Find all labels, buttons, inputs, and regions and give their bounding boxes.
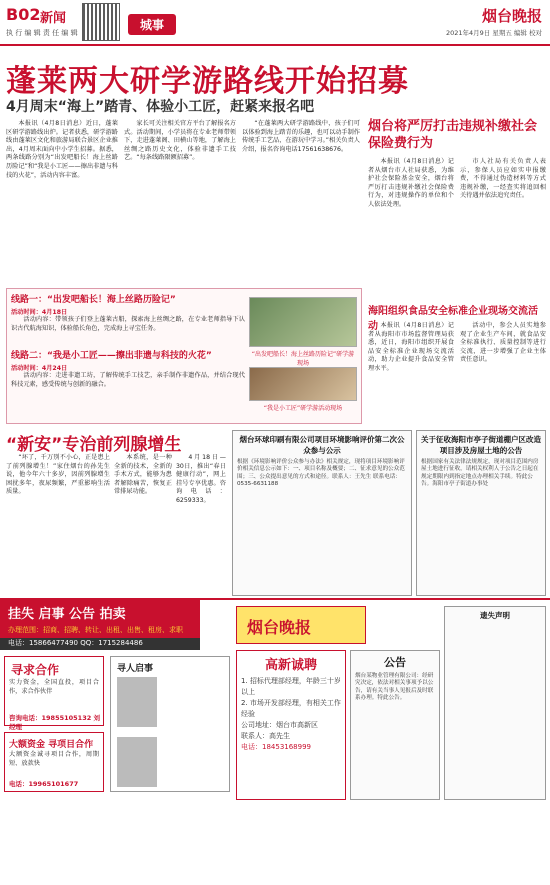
ads-section [0,598,550,885]
job-ad-title: 高新诚聘 [264,658,317,673]
ads-phone: 电话：15866477490 QQ：1715284486 [0,638,200,650]
right-story-2-title: 海阳组织食品安全标准企业现场交流活动 [368,306,538,332]
job-ad [236,650,346,800]
missing-person-notice [110,656,230,792]
lost-declaration-title: 遗失声明 [480,611,510,620]
missing-person-title: 寻人启事 [117,664,154,674]
ad-cooperation-title: 寻求合作 [11,663,60,677]
route-2-body: 活动内容：走进非遗工坊，了解传统手工技艺，亲手制作非遗作品，并结合现代科技元素，感受传统与创新的融合。 [11,372,245,388]
section-tag: 城事 [128,14,176,35]
side-story-title: 烟台将严厉打击违规补缴社会保险费行为 [368,119,538,151]
route-1-body: 活动内容：带领孩子们登上蓬莱古船，探索海上丝绸之路，在专业老师指导下认识古代航海知识，体验船长角色，完成海上寻宝任务。 [11,316,245,332]
lost-declaration [444,606,546,800]
route-1-title: 线路一：“出发吧船长！海上丝路历险记” [11,295,176,305]
notice-environment-body: 根据《环境影响评价公众参与办法》相关规定，现将项目环境影响评价相关信息公示如下：一、项目名称及概要；二、征求意见的公众范围；三、公众提出意见的方式和途径。联系人：王先生 联系电话：0535-6631188 [237,459,405,488]
ads-banner-sub: 办理范围：招商、招聘、转让、出租、出售、租房、求职 [8,626,183,634]
side-story-column-2: 市人社局有关负责人表示，参保人员应如实申报缴费，不得通过伪造材料等方式违规补缴，一经查实将追回相关待遇并依法追究责任。 [460,158,546,200]
story-2-column-2: 本系统，是一种全新的技术，全新的手术方式，能够为患者解除痛苦，恢复正常排尿功能。 [114,454,172,496]
lead-subhead: 4月周末“海上”踏青、体验小工匠，赶紧来报名吧 [6,99,315,115]
ads-banner-title: 挂失 启事 公告 拍卖 [8,607,126,622]
notice-demolition-body: 根据国家有关法律法规规定，现对项目范围内房屋土地进行征收，请相关权利人于公告之日起在规定期限内到指定地点办理相关手续。特此公告。海阳市亭子街道办事处 [421,459,539,488]
public-notice-body: 烟台某物业管理有限公司：经研究决定，依法对相关事项予以公告，请有关当事人见报后及时联系办理。特此公告。 [355,673,434,702]
public-notice [350,650,440,800]
lead-column-2: 家长可关注相关官方平台了解报名方式。活动期间，小学员将在专业老师带领下，走进蓬莱阁、田横山等地，了解海上丝绸之路历史文化，体验非遗手工技艺。“每条线路限额招募”。 [124,120,236,162]
side-story-column-1: 本报讯（4月8日消息）记者从烟台市人社局获悉，为维护社会保险基金安全，烟台将严厉打击违规补缴社会保险费行为，对违规操作的单位和个人依法处理。 [368,158,454,208]
ad-cooperation-body: 实力资金，全国直投，项目合作，求合作伙伴 [9,679,99,695]
missing-person-photo-2 [117,737,157,787]
notice-demolition [416,430,546,596]
story-2-title: “新安”专治前列腺增生 [6,435,182,455]
feature-box [6,288,362,424]
route-2-time: 活动时间：4月24日 [11,365,68,372]
ad-cooperation-phone: 咨询电话：19855105132 刘经理 [9,714,101,731]
notice-demolition-title: 关于征收海阳市亭子街道棚户区改造项目涉及房屋土地的公告 [421,435,541,455]
job-ad-line-4: 联系人：高先生 [241,732,290,740]
story-2-column-1: “坏了，千万别不小心，正是患上了前列腺增生！”家住烟台的孙先生说，他今年六十多岁，因前列腺增生困扰多年，夜尿频繁，严重影响生活质量。 [6,454,110,496]
newspaper-logo: 烟台晚报 [481,7,542,25]
job-ad-line-1: 1. 招标代理部经理，年龄三十岁以上 [241,677,341,696]
qr-code-icon [82,3,120,41]
issue-meta: 2021年4月9日 星期五 编辑 校对 [445,29,542,37]
story-2-column-3: 4月18日—30日，推出“春日健康行动”，网上挂号专享优惠。咨询电话：6259333。 [176,454,226,504]
right-story-2-column-1: 本报讯（4月8日消息）记者从海阳市市场监督管理局获悉，近日，海阳市组织开展食品安全标准企业现场交流活动，助力企业提升食品安全管理水平。 [368,322,454,372]
editors-line: 执 行 编 辑 责 任 编 辑 [6,29,78,37]
notice-environment-title: 烟台环球印刷有限公司项目环境影响评价第二次公众参与公示 [239,435,405,455]
page-header [0,0,550,46]
ad-stamp [236,606,366,644]
lead-column-3: “在蓬莱两大研学游路线中，孩子们可以体验到海上踏青的乐趣，也可以动手制作传统手工艺品，在游玩中学习。”相关负责人介绍，报名咨询电话17561638676。 [242,120,360,153]
missing-person-photo [117,677,157,727]
ad-stamp-text: 烟台晚报 [247,618,312,637]
page-number: B02 [6,5,41,24]
public-notice-title: 公告 [384,656,406,669]
route-1-time: 活动时间：4月18日 [11,309,68,316]
job-ad-line-3: 公司地址：烟台市高新区 [241,721,318,729]
route-2-photo [249,367,357,401]
ad-cooperation [4,656,104,731]
job-ad-line-2: 2. 市场开发部经理，有相关工作经验 [241,699,341,718]
ad-capital-phone: 电话：19965101677 [9,780,79,788]
route-2-title: 线路二：“我是小工匠——擦出非遗与科技的火花” [11,351,212,361]
ad-capital-body: 大额资金诚寻项目合作，周期短、放款快 [9,751,99,767]
route-2-photo-caption: “我是小工匠”研学游活动现场 [263,405,343,412]
route-1-photo-caption: “出发吧船长！海上丝路历险记”研学游现场 [251,351,355,367]
lead-column-1: 本报讯（4月8日消息）近日，蓬莱区研学游路线出炉。记者获悉，研学游路线由蓬莱区文化和旅游局联合景区企业推出，4月周末面向中小学生招募。据悉，两条线路分别为“出发吧船长！海上丝路历险记”和“我是小工匠——擦出非遗与科技的火花”，活动内容丰富。 [6,120,118,179]
lead-headline: 蓬莱两大研学游路线开始招募 [6,64,409,99]
right-story-2-column-2: 活动中，参会人员实地参观了企业生产车间，就食品安全标准执行、质量控制等进行交流，进一步增强了企业主体责任意识。 [460,322,546,364]
ads-banner [0,600,200,638]
route-1-photo [249,297,357,347]
ad-capital [4,732,104,792]
notice-environment [232,430,412,596]
ad-capital-title: 大额资金 寻项目合作 [9,740,94,750]
section-name: 新闻 [40,11,67,26]
job-ad-line-5: 电话：18453168999 [241,743,311,751]
